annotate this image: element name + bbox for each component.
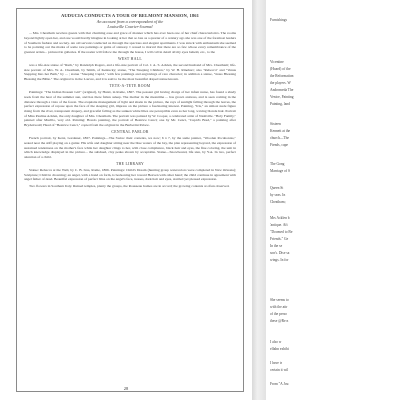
right-page-text-fragment: by seas. In bbox=[270, 193, 286, 197]
book-gutter bbox=[252, 0, 266, 400]
right-page-text-fragment: From "A Jou bbox=[270, 382, 289, 386]
article-headline: AUDUCIA CONDUCTS A TOUR OF BELMONT MANSION, 1861 bbox=[60, 13, 200, 18]
right-page-text-fragment: I also w bbox=[270, 340, 282, 344]
section-text-tete-a-tete-room: Paintings: "The Indian Peasant Girl" (original), by Huntt, in Rome, 1867. The peasant girl having charge of her infant nurse, has found a shady nook from the heat of the summer sun, and has there fallen asleep. The mother in the meantime ... has grown anxious, and is seen coming in the distance through a vista of the forest. The exquisite management of light and shade in the picture, the rays of sunlight falling through the leaves, the perfect expression of repose upon the face of the sleeping girl, impress on the picture a fascinating interest. Painting, "Iris," an almost nude figure rising from the river, transparent drapery, and graceful falling as the sunken white lilies are perceptible even as her long, waving blonde hair. Portrait of Miss Pauline Acklen, the only daughter of Mrs. Cheatham. The portrait was painted by W. Cooper, a celebrated artist of Nashville. "Holy Family," painted after Murillo, very old. Painting: Hondo painting, the portrait of Beatrice Cenci; one by Mr. Cenci, "Cupid's Bred," a painting after Brydenwald; Head of "Beatrice Cenci," copied from the original in the Barberini Palace. bbox=[24, 90, 236, 127]
right-page-text-fragment: The Gong bbox=[270, 162, 285, 166]
section-title-central-parlor: CENTRAL PARLOR bbox=[111, 130, 149, 135]
article-box bbox=[16, 8, 244, 392]
section-text-west-hall: was a life-size statue of "Ruth," by Randolph Rogers, and a life-size portrait of Col. J. A. S. Acklen, the second husband of Mrs. Cheatham; life-size portrait of Mrs. W. A. Cheatham, by Smith, of Kentucky; statue, "The Sleeping Children," by W. H. Rinehart; also "Rebecca" and "Venus Stepping Into her Bath," by ... ; statue "Sleeping Cupid," with few paintings and engravings of rare character; in addition a statue, "Jesus Blessing Blessing the Bible." The original is in the Louvre, and it is said to be the most beautiful draped statue known. bbox=[24, 63, 236, 82]
right-page bbox=[266, 0, 400, 400]
right-page-text-fragment: Andromeda The bbox=[270, 88, 294, 92]
page-number: 28 bbox=[123, 386, 129, 391]
right-page-text-fragment: wings. In for bbox=[270, 258, 289, 262]
right-page-text-fragment: of the perso bbox=[270, 312, 287, 316]
right-page-text-fragment: certain it wil bbox=[270, 368, 289, 372]
right-page-text-fragment: Mrs Acklen b bbox=[270, 216, 290, 220]
right-page-text-fragment: Furnishings bbox=[270, 18, 287, 22]
section-title-west-hall: WEST HALL bbox=[117, 57, 143, 62]
article-subhead-line-1: An account from a correspondent of the bbox=[96, 18, 164, 24]
right-page-text-fragment: Painting, land bbox=[270, 102, 290, 106]
right-page-text-fragment: Fiends, cape bbox=[270, 143, 288, 147]
right-page-text-fragment: the players. W bbox=[270, 81, 291, 85]
right-page-text-fragment: Vicentine bbox=[270, 60, 284, 64]
right-page-text-fragment: the Reformation bbox=[270, 74, 294, 78]
right-page-text-fragment: Friends." Ge bbox=[270, 237, 289, 241]
right-page-text-fragment: Marriage of S bbox=[270, 169, 290, 173]
article-subhead-line-2: Louisville Courier-Journal bbox=[107, 23, 153, 29]
section-text-library-2: Two flowers in Southern Italy. Ruined temples, plenty the groups, the Rousseau homes are in accord; the growing contents at often observed. bbox=[29, 184, 230, 189]
right-page-text-fragment: In the se bbox=[270, 244, 283, 248]
article-intro: ... Mrs. Cheatham receives guests with that charming ease and grace of manner which has ever been one of her chief characteristics. The rooms beyond lightly open her, and one would hardly imagine in looking at her that so late as a quarter of a century ago she was one of the foremost leaders of Southern fashion and society. An old servant conducted us through the spacious and elegant apartments. I was struck with enthusiasm she seemed to be pointing out the marks of some rare paintings or gems of statuary. I ceased to marvel that there are so few whose every remembrance of the greatest artists... pictured in galleries. If the reader will follow me through the house, I will call in detail all my eyes beheld, etc., to the bbox=[24, 31, 236, 54]
right-page-text-fragment: Sixteen bbox=[270, 122, 281, 126]
right-page-text-fragment: Cheatham; bbox=[270, 200, 286, 204]
section-text-central-parlor: French portrait, by Kerst, Gardener, 1867. Paintings—The Swiss: their contents, we now; 6 x 7, by the same painter, "Wooden Pocahontas," seated near the stiff playing on a guitar. His wife and daughter sitting near the blue waters of the bay, the plan representing beyond, the expression of sustained tenderness on the mother's face while her daughter clings to her, with close compliance, black hair and eyes, the fine coloring, the unit in which knowledge displayed in the picture... the subdued, clay peaks shown by acceptable. Statue—Snowbound, life size, by Y.A. In two, perfect attention of a child. bbox=[24, 136, 236, 159]
right-page-text-fragment: with the attr bbox=[270, 305, 288, 309]
right-page-text-fragment: son's. Dise sa bbox=[270, 251, 290, 255]
right-page-text-fragment: church—The bbox=[270, 136, 289, 140]
section-title-library: THE LIBRARY bbox=[115, 162, 145, 167]
right-page-text-fragment: I have tr bbox=[270, 361, 282, 365]
right-page-text-fragment: Queen St bbox=[270, 186, 284, 190]
right-page-text-fragment: these @Re n bbox=[270, 319, 289, 323]
right-page-text-fragment: (Hoard) of the bbox=[270, 67, 291, 71]
right-page-text-fragment: 'antique. Aft bbox=[270, 223, 288, 227]
section-text-library: Statue: Rebecca at the Well, by C. B. Ives, Rome, 1866. Paintings: Child's Dream (hunting group watercolors were completed in New Orleans); Sculpture; Child in drowning; an angel, with a hand on form, is beckoning her toward Heaven with other hand; the child continue in agreement with angel father of dead. Beautiful expression of perfect bliss on the angel's face, tresses, dark hair and eyes, startled yet pleased expression. bbox=[24, 168, 236, 182]
right-page-text-fragment: elfahn exhibi bbox=[270, 347, 289, 351]
right-page-text-fragment: She seems to bbox=[270, 298, 289, 302]
right-page-text-fragment: "Doomed to Be bbox=[270, 230, 293, 234]
right-page-text-fragment: Venice, Painting bbox=[270, 95, 294, 99]
right-page-text-fragment: Kennett at the bbox=[270, 129, 291, 133]
section-title-tete-a-tete-room: TETE-A-TETE ROOM bbox=[109, 84, 151, 89]
